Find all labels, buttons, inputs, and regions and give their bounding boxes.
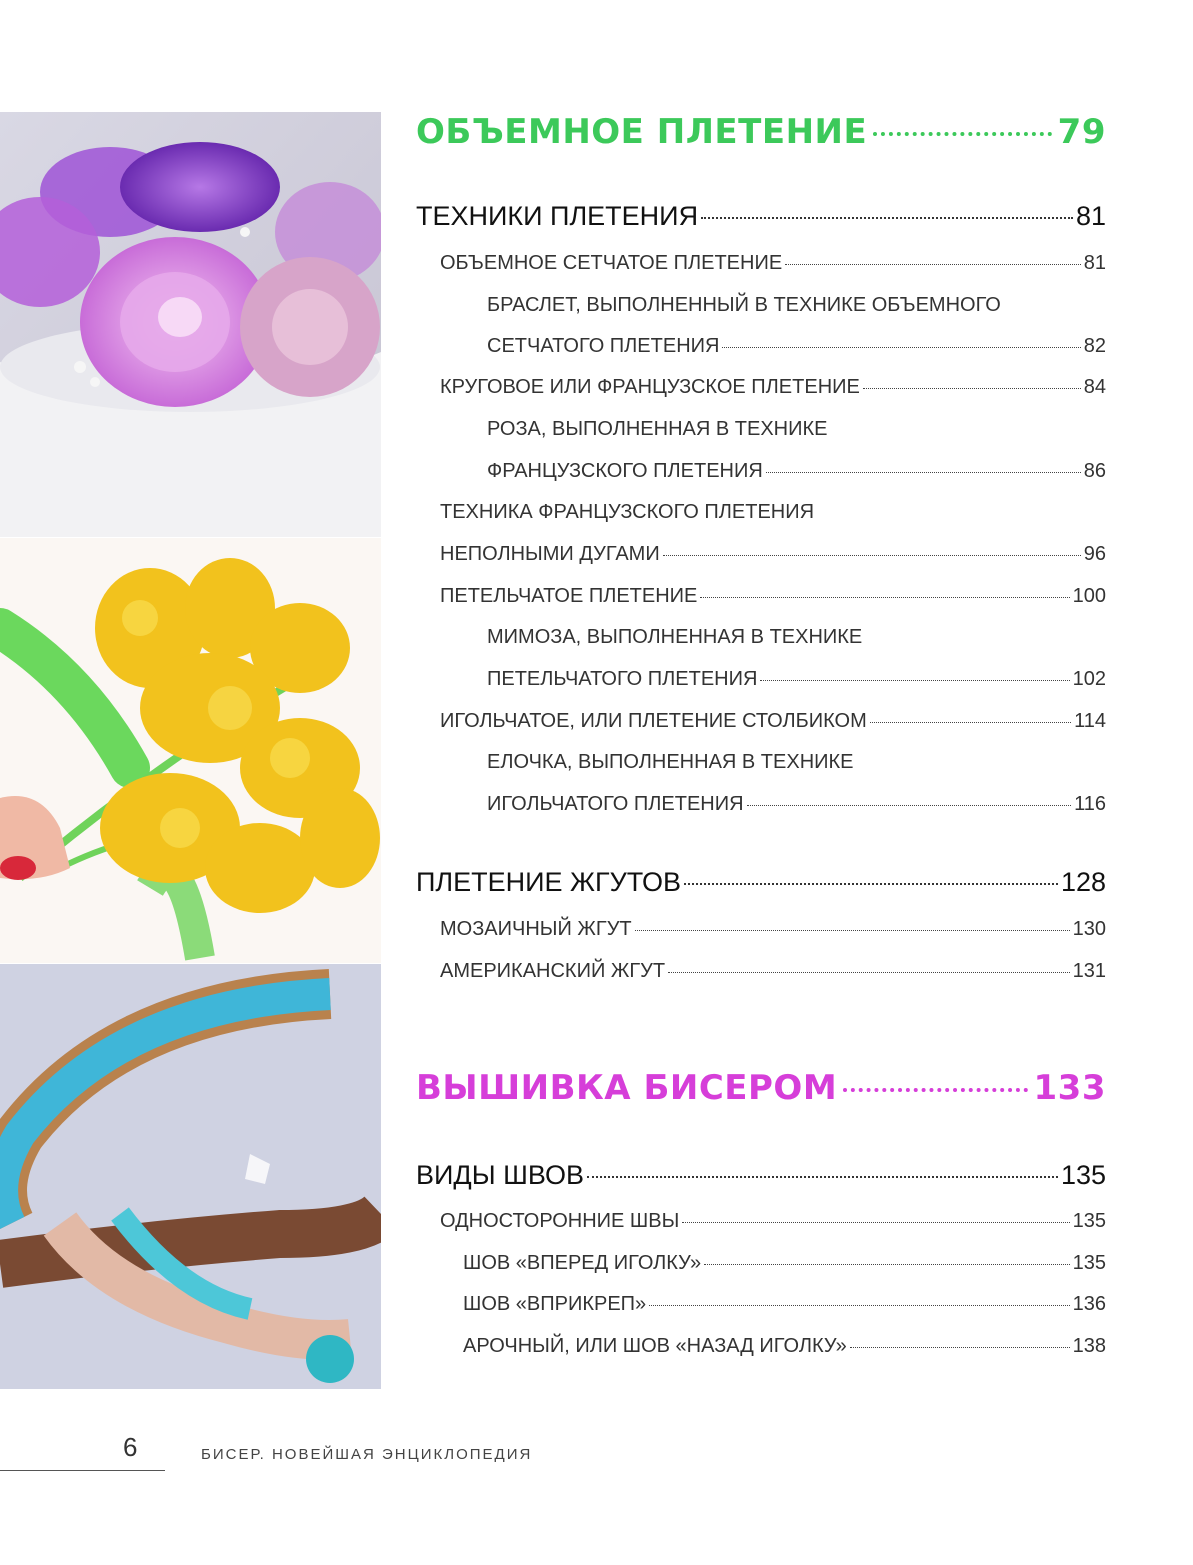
toc-entry: ФРАНЦУЗСКОГО ПЛЕТЕНИЯ 86 <box>487 460 1106 482</box>
toc-entry: ПЕТЕЛЬЧАТОЕ ПЛЕТЕНИЕ 100 <box>440 585 1106 607</box>
page-number: 6 <box>123 1432 138 1462</box>
toc-entry-line1: МИМОЗА, ВЫПОЛНЕННАЯ В ТЕХНИКЕ <box>487 626 863 648</box>
footer-divider <box>0 1470 165 1471</box>
toc-entry: ТЕХНИКИ ПЛЕТЕНИЯ 81 <box>416 201 1106 231</box>
toc-entry: ВИДЫ ШВОВ 135 <box>416 1160 1106 1190</box>
toc-entry: ШОВ «ВПЕРЕД ИГОЛКУ» 135 <box>463 1252 1106 1274</box>
toc-entry: МОЗАИЧНЫЙ ЖГУТ 130 <box>440 918 1106 940</box>
toc-entry-line1: РОЗА, ВЫПОЛНЕННАЯ В ТЕХНИКЕ <box>487 418 828 440</box>
toc-entry: АМЕРИКАНСКИЙ ЖГУТ 131 <box>440 960 1106 982</box>
toc-entry: АРОЧНЫЙ, ИЛИ ШОВ «НАЗАД ИГОЛКУ» 138 <box>463 1335 1106 1357</box>
section-heading: ОБЪЕМНОЕ ПЛЕТЕНИЕ 79 <box>416 112 1106 152</box>
toc-entry-line1: БРАСЛЕТ, ВЫПОЛНЕННЫЙ В ТЕХНИКЕ ОБЪЕМНОГО <box>487 294 1001 316</box>
toc-entry: ПЕТЕЛЬЧАТОГО ПЛЕТЕНИЯ 102 <box>487 668 1106 690</box>
book-title: БИСЕР. НОВЕЙШАЯ ЭНЦИКЛОПЕДИЯ <box>201 1446 533 1463</box>
beaded-roses-photo <box>0 112 381 537</box>
toc-entry: КРУГОВОЕ ИЛИ ФРАНЦУЗСКОЕ ПЛЕТЕНИЕ 84 <box>440 376 1106 398</box>
toc-entry: ШОВ «ВПРИКРЕП» 136 <box>463 1293 1106 1315</box>
toc-entry: ИГОЛЬЧАТОЕ, ИЛИ ПЛЕТЕНИЕ СТОЛБИКОМ 114 <box>440 710 1106 732</box>
toc-entry-line1: ЕЛОЧКА, ВЫПОЛНЕННАЯ В ТЕХНИКЕ <box>487 751 854 773</box>
toc-entry: ПЛЕТЕНИЕ ЖГУТОВ 128 <box>416 867 1106 897</box>
toc-entry: НЕПОЛНЫМИ ДУГАМИ 96 <box>440 543 1106 565</box>
beaded-mimosa-photo <box>0 538 381 963</box>
toc-entry: СЕТЧАТОГО ПЛЕТЕНИЯ 82 <box>487 335 1106 357</box>
toc-entry: ОДНОСТОРОННИЕ ШВЫ 135 <box>440 1210 1106 1232</box>
toc-entry: ОБЪЕМНОЕ СЕТЧАТОЕ ПЛЕТЕНИЕ 81 <box>440 252 1106 274</box>
beaded-bracelet-photo <box>0 964 381 1389</box>
toc-entry-line1: ТЕХНИКА ФРАНЦУЗСКОГО ПЛЕТЕНИЯ <box>440 501 815 523</box>
toc-entry: ИГОЛЬЧАТОГО ПЛЕТЕНИЯ 116 <box>487 793 1106 815</box>
section-heading: ВЫШИВКА БИСЕРОМ 133 <box>416 1068 1106 1108</box>
